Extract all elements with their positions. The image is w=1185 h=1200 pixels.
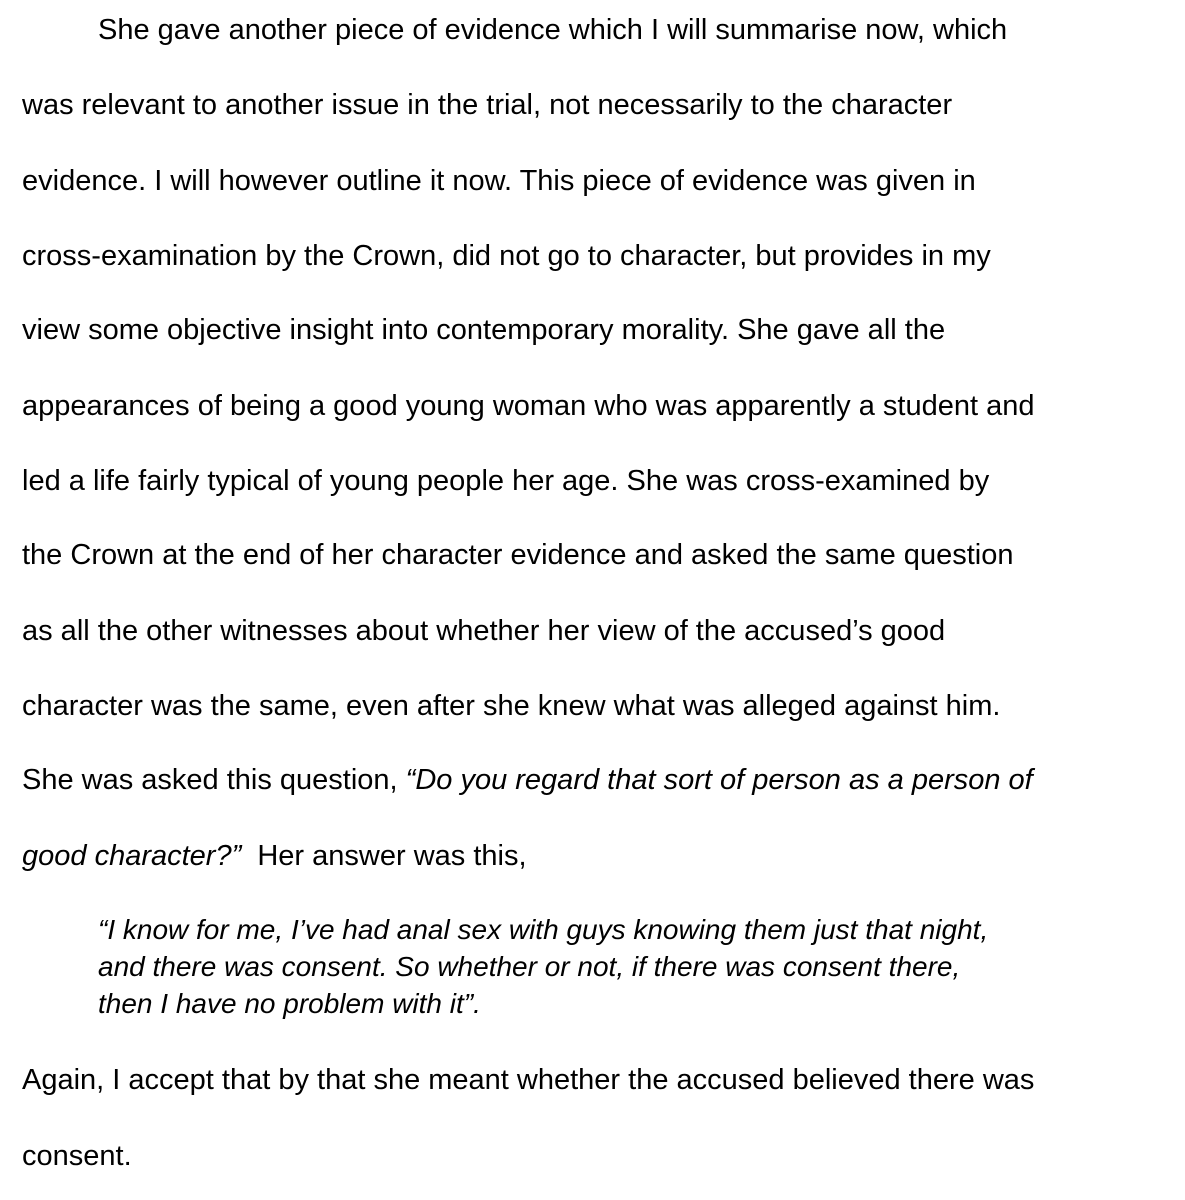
question-intro: She was asked this question, <box>22 764 406 796</box>
paragraph1-line-3: evidence. I will however outline it now. This piece of evidence was given in <box>22 165 976 197</box>
paragraph1-line-11 <box>22 763 1033 797</box>
paragraph1-line-8: the Crown at the end of her character evidence and asked the same question <box>22 539 1014 571</box>
answer-intro: Her answer was this, <box>241 840 527 872</box>
question-quote-part-1: “Do you regard that sort of person as a person of <box>405 764 1033 796</box>
question-quote-part-2: good character?” <box>22 840 242 872</box>
block-quote-line-2: and there was consent. So whether or not, if there was consent there, <box>98 951 961 982</box>
paragraph1-line-7: led a life fairly typical of young people her age. She was cross-examined by <box>22 465 990 497</box>
paragraph1-line-1: She gave another piece of evidence which I will summarise now, which <box>98 14 1008 46</box>
paragraph1-line-10: character was the same, even after she knew what was alleged against him. <box>22 690 1001 722</box>
paragraph1-line-12 <box>22 839 527 873</box>
paragraph1-line-2: was relevant to another issue in the trial, not necessarily to the character <box>22 89 953 121</box>
block-quote-line-3: then I have no problem with it”. <box>98 988 481 1019</box>
paragraph1-line-6: appearances of being a good young woman who was apparently a student and <box>22 390 1035 422</box>
paragraph2-line-2: consent. <box>22 1140 132 1172</box>
block-quote-line-1: “I know for me, I’ve had anal sex with guys knowing them just that night, <box>98 914 989 945</box>
paragraph1-line-4: cross-examination by the Crown, did not go to character, but provides in my <box>22 240 991 272</box>
paragraph1-line-5: view some objective insight into contemporary morality. She gave all the <box>22 314 946 346</box>
paragraph2-line-1: Again, I accept that by that she meant whether the accused believed there was <box>22 1064 1035 1096</box>
paragraph1-line-9: as all the other witnesses about whether her view of the accused’s good <box>22 615 946 647</box>
